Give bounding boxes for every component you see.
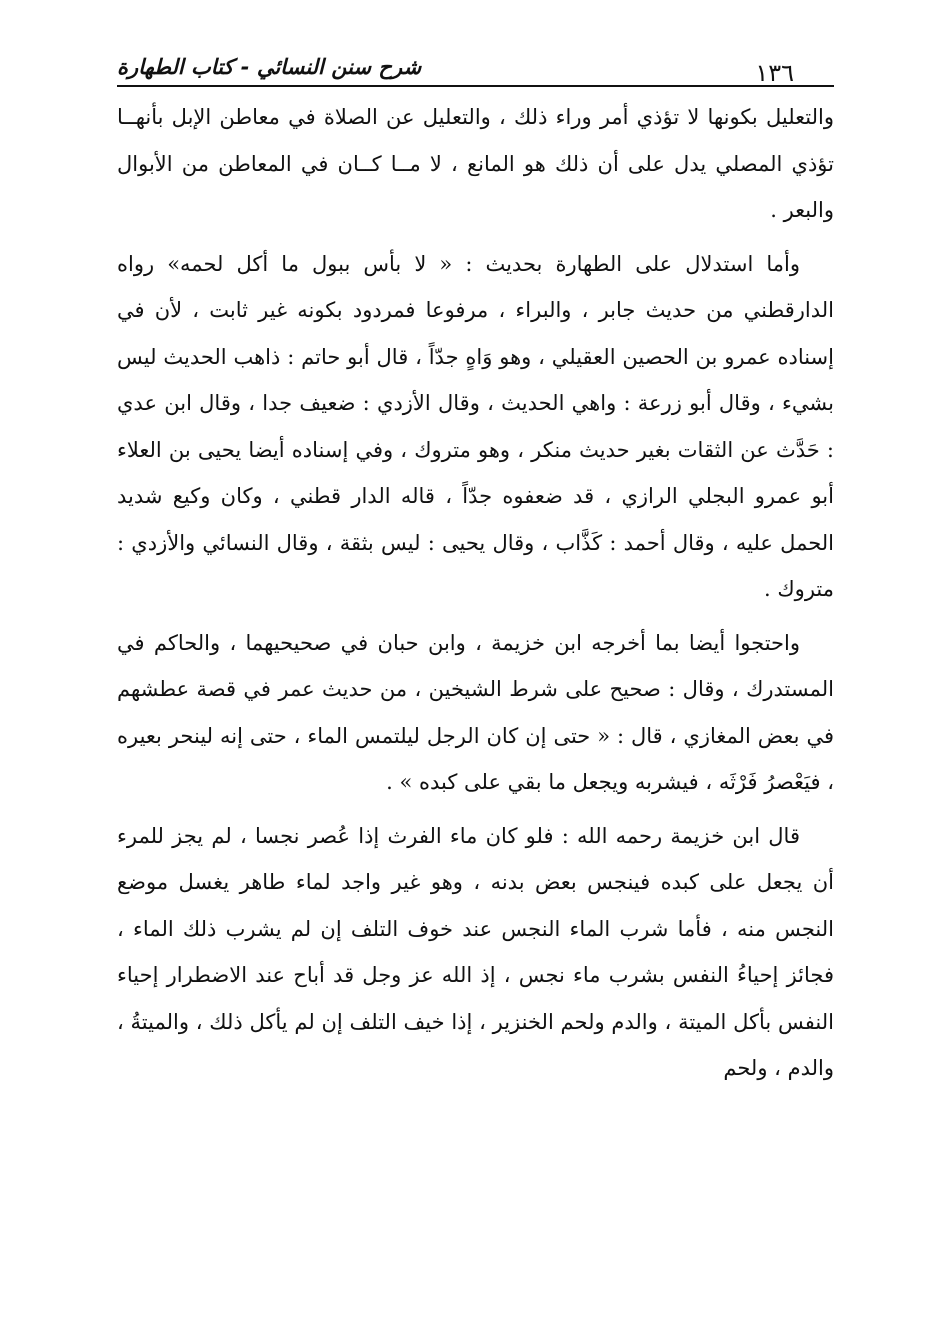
paragraph-3: واحتجوا أيضا بما أخرجه ابن خزيمة ، وابن حبان في صحيحيهما ، والحاكم في المستدرك ، وقال : صحيح على شرط الشيخين ، من حديث عمر في قصة عطشهم في بعض المغازي ، قال : « حتى إن كان الرجل ليلتمس الماء ، حتى إنه لينحر بعيره ، فيَعْصرُ فَرْثَه ، فيشربه ويجعل ما بقي على كبده » .: [117, 630, 834, 794]
header-rule: [117, 85, 834, 87]
paragraph-2: وأما استدلال على الطهارة بحديث : « لا بأس ببول ما أكل لحمه» رواه الدارقطني من حديث جابر ، والبراء ، مرفوعا فمردود بكونه غير ثابت ، لأن في إسناده عمرو بن الحصين العقيلي ، وهو وَاهٍ جدّاً ، قال أبو حاتم : ذاهب الحديث ليس بشيء ، وقال أبو زرعة : واهي الحديث ، وقال الأزدي : ضعيف جدا ، وقال ابن عدي : حَدَّث عن الثقات بغير حديث منكر ، وهو متروك ، وفي إسناده أيضا يحيى بن العلاء أبو عمرو البجلي الرازي ، قد ضعفوه جدّاً ، قاله الدار قطني ، وكان وكيع شديد الحمل عليه ، وقال أحمد : كَذَّاب ، وقال يحيى : ليس بثقة ، وقال النسائي والأزدي : متروك .: [117, 251, 834, 601]
page-number: ١٣٦: [751, 58, 798, 88]
paragraph-4: قال ابن خزيمة رحمه الله : فلو كان ماء الفرث إذا عُصر نجسا ، لم يجز للمرء أن يجعل على كبده فينجس بعض بدنه ، وهو غير واجد لماء طاهر يغسل موضع النجس منه ، فأما شرب الماء النجس عند خوف التلف إن لم يشرب ذلك الماء ، فجائز إحياءُ النفس بشرب ماء نجس ، إذ الله عز وجل قد أباح عند الاضطرار إحياء النفس بأكل الميتة ، والدم ولحم الخنزير ، إذا خيف التلف إن لم يأكل ذلك ، والميتةُ ، والدم ، ولحم: [117, 823, 834, 1080]
body-text: [117, 94, 834, 1092]
header-title: شرح سنن النسائي - كتاب الطهارة: [117, 55, 422, 79]
running-header: [117, 52, 834, 86]
paragraph-1: والتعليل بكونها لا تؤذي أمر وراء ذلك ، والتعليل عن الصلاة في معاطن الإبل بأنهــا تؤذي المصلي يدل على أن ذلك هو المانع ، لا مــا كــان في المعاطن من الأبوال والبعر .: [117, 105, 835, 222]
